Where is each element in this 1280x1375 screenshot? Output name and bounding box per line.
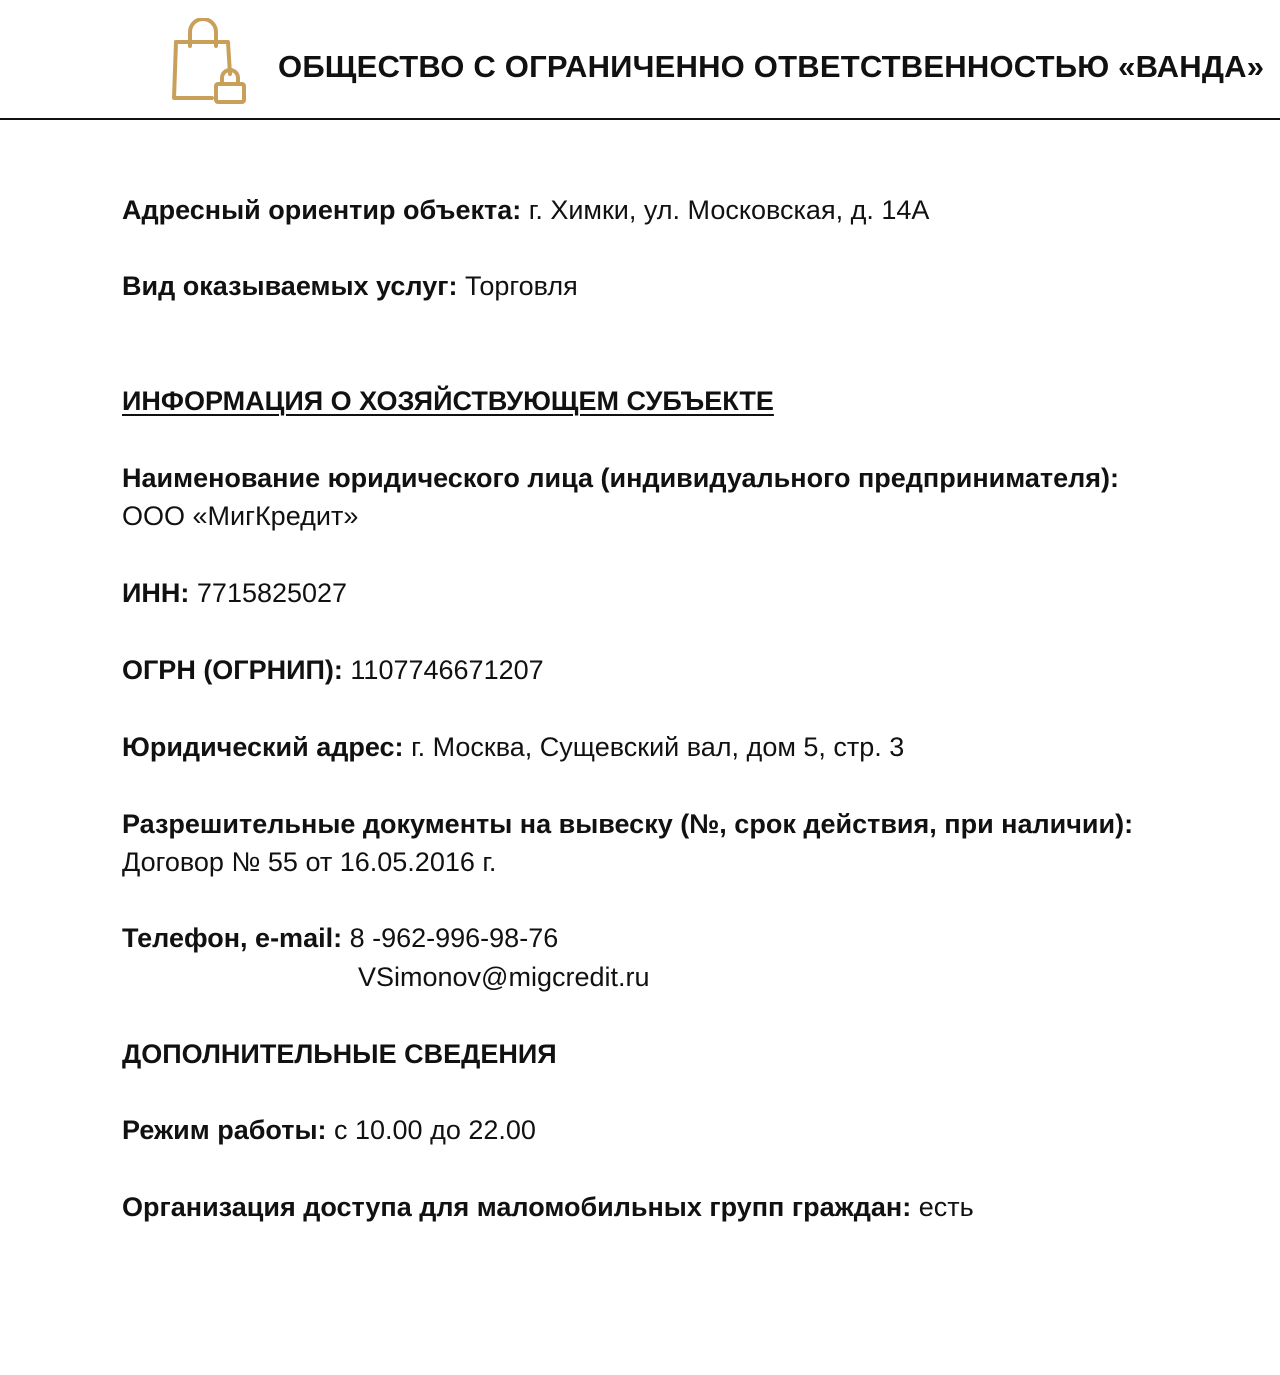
phone-value: 8 -962-996-98-76: [342, 923, 559, 953]
address-label: Адресный ориентир объекта:: [122, 195, 522, 225]
address-value: г. Химки, ул. Московская, д. 14А: [521, 195, 930, 225]
permits-field: [122, 805, 1133, 881]
inn-value: 7715825027: [189, 578, 348, 608]
inn-field: [122, 574, 347, 612]
hours-field: [122, 1111, 536, 1149]
ogrn-label: ОГРН (ОГРНИП):: [122, 655, 343, 685]
entity-name-label: Наименование юридического лица (индивидуального предпринимателя):: [122, 463, 1119, 493]
legal-address-field: [122, 728, 904, 766]
service-field: [122, 267, 578, 305]
service-value: Торговля: [457, 271, 578, 301]
contacts-field: [122, 919, 558, 957]
permits-label: Разрешительные документы на вывеску (№, срок действия, при наличии):: [122, 809, 1134, 839]
extra-section-title: ДОПОЛНИТЕЛЬНЫЕ СВЕДЕНИЯ: [122, 1039, 557, 1069]
ogrn-value: 1107746671207: [342, 655, 544, 685]
inn-label: ИНН:: [122, 578, 190, 608]
access-value: есть: [911, 1192, 974, 1222]
legal-address-label: Юридический адрес:: [122, 732, 404, 762]
access-field: [122, 1188, 974, 1226]
shopping-bag-lock-icon: [170, 18, 250, 104]
hours-value: с 10.00 до 22.00: [326, 1115, 536, 1145]
service-label: Вид оказываемых услуг:: [122, 271, 458, 301]
access-label: Организация доступа для маломобильных групп граждан:: [122, 1192, 912, 1222]
entity-name-field: [122, 459, 1119, 535]
address-field: [122, 191, 929, 229]
permits-value: Договор № 55 от 16.05.2016 г.: [122, 847, 497, 877]
entity-section-title: ИНФОРМАЦИЯ О ХОЗЯЙСТВУЮЩЕМ СУБЪЕКТЕ: [122, 386, 774, 416]
page-header: [0, 0, 1280, 120]
entity-name-value: ООО «МигКредит»: [122, 501, 359, 531]
email-value[interactable]: VSimonov@migcredit.ru: [358, 962, 650, 992]
legal-address-value: г. Москва, Сущевский вал, дом 5, стр. 3: [403, 732, 905, 762]
hours-label: Режим работы:: [122, 1115, 327, 1145]
company-name: ОБЩЕСТВО С ОГРАНИЧЕННО ОТВЕТСТВЕННОСТЬЮ «ВАНДА»: [278, 49, 1265, 84]
contacts-label: Телефон, e-mail:: [122, 923, 343, 953]
ogrn-field: [122, 651, 544, 689]
